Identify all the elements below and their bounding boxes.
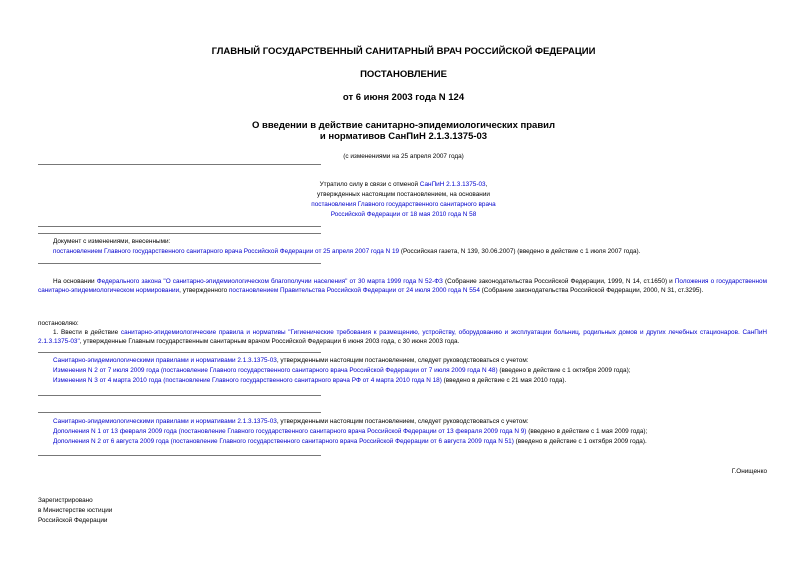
sanpin-link[interactable]: СанПиН 2.1.3.1375-03	[419, 181, 486, 188]
document-title-line2: и нормативов СанПиН 2.1.3.1375-03	[319, 131, 488, 142]
divider	[38, 226, 321, 227]
resolution-text-pre: 1. Ввести в действие	[53, 329, 121, 336]
divider	[38, 395, 321, 396]
expiry-text: Утратило силу в связи с отменой	[319, 181, 420, 188]
registration-line3: Российской Федерации	[38, 517, 108, 524]
resolution-item-1	[38, 329, 767, 346]
expiry-decree-link-text-2[interactable]: Российской Федерации от 18 мая 2010 года N 58	[330, 211, 477, 218]
change-2-link[interactable]: Изменения N 2 от 7 июля 2009 года (постановление Главного государственного санитарного врача Российской Федерации от 7 июля 2009 года N 48)	[53, 367, 498, 374]
basis-paragraph	[38, 278, 767, 295]
resolution-text-post: , утвержденные Главным государственным санитарным врачом Российской Федерации 6 июня 2003 года, с 30 июня 2003 года.	[79, 337, 460, 345]
basis-text-1: На основании	[53, 278, 97, 285]
signature: Г.Онищенко	[731, 468, 767, 475]
divider	[38, 352, 321, 353]
sanpin-rules-link[interactable]: санитарно-эпидемиологические правила и нормативы "Гигиенические требования к размещению, устройству, оборудованию и эксплуатации больниц, родильных домов и других лечебных стационаров. СанПиН 2.1.3.1375-03"	[38, 329, 768, 345]
government-decree-link[interactable]: постановлением Правительства Российской Федерации от 24 июля 2000 года N 554	[228, 286, 480, 294]
expiry-notice-line2: утвержденных настоящим постановлением, на основании	[317, 191, 490, 198]
supplement-2-link[interactable]: Дополнения N 2 от 6 августа 2009 года (постановление Главного государственного санитарного врача Российской Федерации от 6 августа 2009 года N 51)	[53, 438, 514, 445]
supplement-1-link[interactable]: Дополнения N 1 от 13 февраля 2009 года (постановление Главного государственного санитарного врача Российской Федерации от 13 февраля 2009 года N 9)	[53, 428, 527, 435]
note2-line3-text: (введено в действие с 1 октября 2009 года).	[513, 438, 647, 445]
expiry-decree-link-2[interactable]	[0, 211, 807, 220]
federal-law-link[interactable]: Федерального закона "О санитарно-эпидемиологическом благополучии населения" от 30 марта 1999 года N 52-ФЗ	[96, 278, 443, 285]
note2-line2	[53, 428, 647, 437]
regulation-link[interactable]: Положения о государственном санитарно-эпидемиологическом нормировании	[38, 278, 767, 294]
document-date-number: от 6 июня 2003 года N 124	[342, 92, 465, 103]
expiry-decree-link[interactable]	[0, 201, 807, 210]
expiry-notice-line1	[0, 181, 807, 190]
note2-line1-text: , утвержденными настоящим постановлением, следует руководствоваться с учетом:	[276, 418, 529, 425]
basis-text-2: (Собрание законодательства Российской Федерации, 1999, N 14, ст.1650) и	[442, 278, 675, 285]
amendment-note: (с изменениями на 25 апреля 2007 года)	[343, 153, 464, 160]
basis-text-3: , утвержденного	[179, 286, 229, 294]
changes-label: Документ с изменениями, внесенными:	[53, 238, 171, 245]
divider	[38, 263, 321, 264]
expiry-punct: ,	[485, 181, 488, 188]
note1-rules-link[interactable]: Санитарно-эпидемиологическими правилами и нормативами 2.1.3.1375-03	[53, 357, 277, 364]
basis-text-4: (Собрание законодательства Российской Федерации, 2000, N 31, ст.3295).	[479, 286, 704, 294]
note1-line2	[53, 367, 630, 376]
note2-line3	[53, 438, 647, 447]
changes-line	[53, 248, 640, 257]
divider	[38, 412, 321, 413]
registration-line1: Зарегистрировано	[38, 497, 93, 504]
note1-line2-text: (введено в действие с 1 октября 2009 года);	[497, 367, 631, 374]
registration-line2: в Министерстве юстиции	[38, 507, 113, 514]
document-type: ПОСТАНОВЛЕНИЕ	[360, 69, 447, 80]
document-title-line1: О введении в действие санитарно-эпидемиологических правил	[251, 120, 556, 131]
note1-line3	[53, 377, 566, 386]
note2-rules-link[interactable]: Санитарно-эпидемиологическими правилами и нормативами 2.1.3.1375-03	[53, 418, 277, 425]
note2-line2-text: (введено в действие с 1 мая 2009 года);	[526, 428, 648, 435]
expiry-decree-link-text[interactable]: постановления Главного государственного санитарного врача	[311, 201, 496, 208]
change-3-link[interactable]: Изменения N 3 от 4 марта 2010 года (постановление Главного государственного санитарного врача РФ от 4 марта 2010 года N 18)	[53, 377, 442, 384]
note2-line1	[53, 418, 528, 427]
resolution-heading: постановляю:	[38, 320, 79, 327]
divider	[38, 233, 321, 234]
changes-rest: (Российская газета, N 139, 30.06.2007) (введено в действие с 1 июля 2007 года).	[399, 248, 641, 255]
divider	[38, 164, 321, 165]
note1-line1	[53, 357, 528, 366]
changes-decree-link[interactable]: постановлением Главного государственного санитарного врача Российской Федерации от 25 апреля 2007 года N 19	[53, 248, 400, 255]
note1-line1-text: , утвержденными настоящим постановлением, следует руководствоваться с учетом:	[276, 357, 529, 364]
note1-line3-text: (введено в действие с 21 мая 2010 года).	[441, 377, 567, 384]
authority-heading: ГЛАВНЫЙ ГОСУДАРСТВЕННЫЙ САНИТАРНЫЙ ВРАЧ РОССИЙСКОЙ ФЕДЕРАЦИИ	[211, 46, 596, 57]
divider	[38, 455, 321, 456]
